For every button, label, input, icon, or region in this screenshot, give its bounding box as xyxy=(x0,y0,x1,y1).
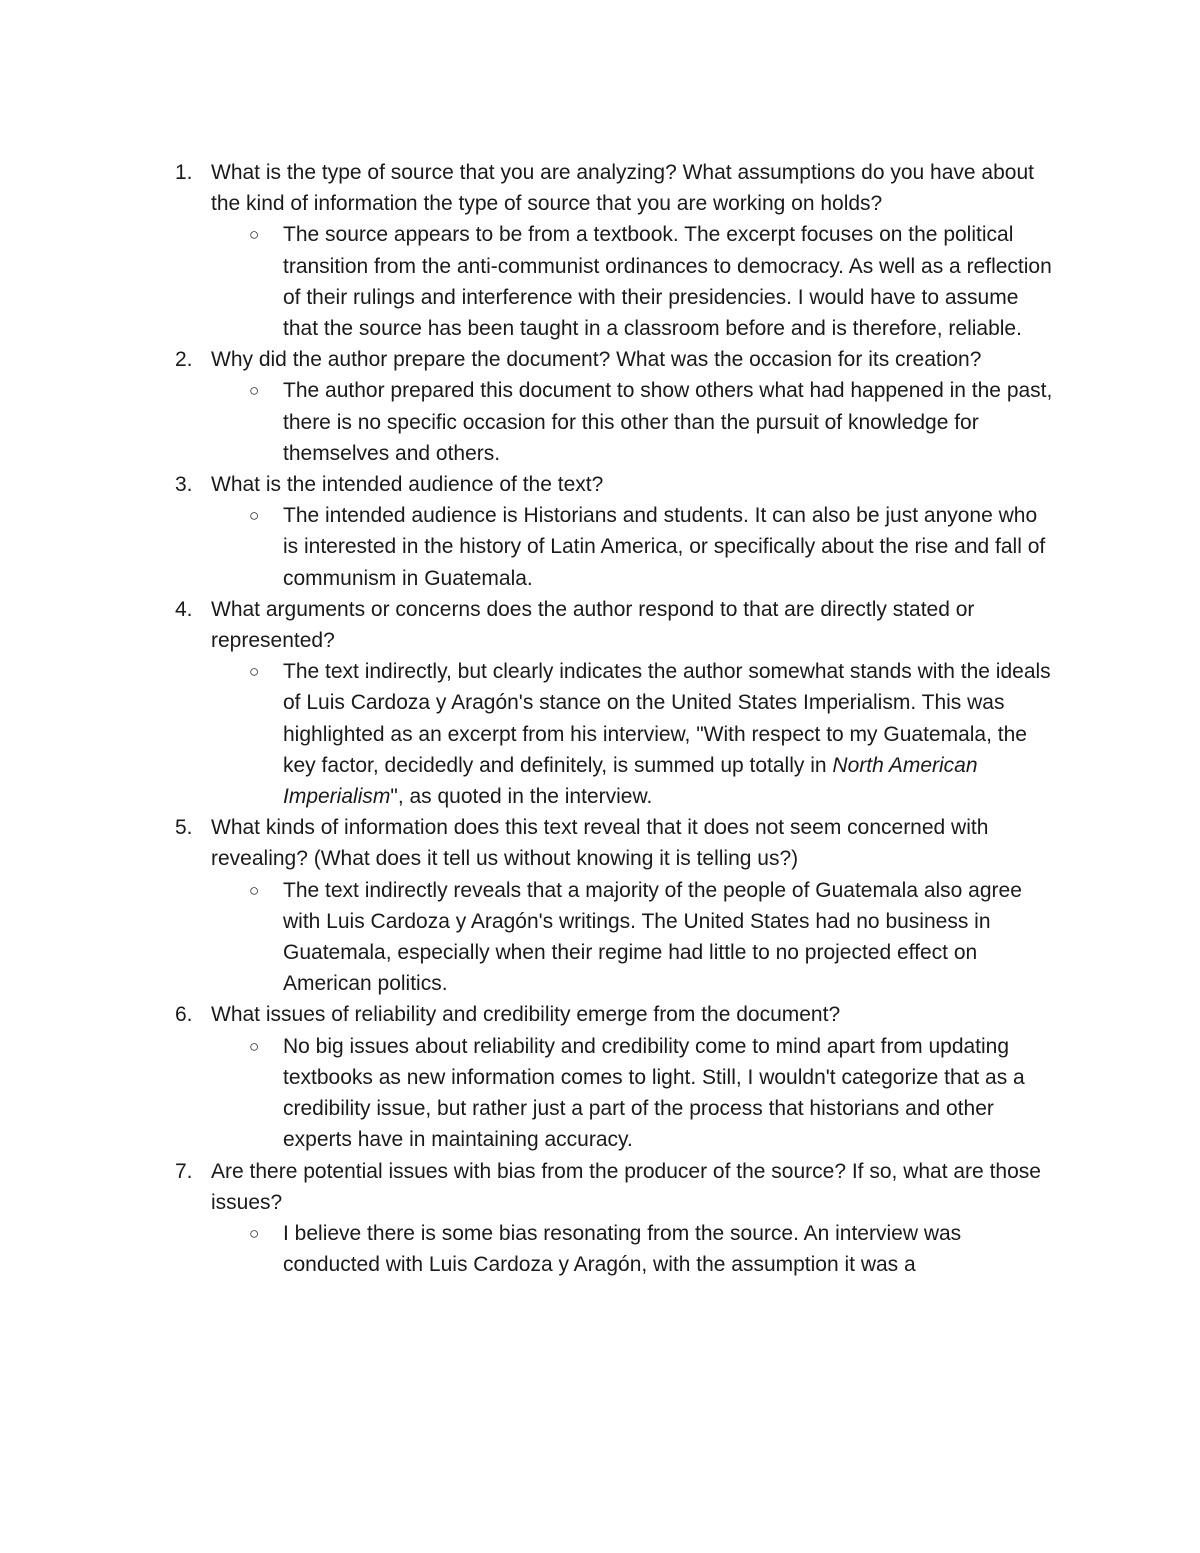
question-text: What issues of reliability and credibility emerge from the document? xyxy=(211,1003,841,1027)
answer-item xyxy=(0,656,1200,812)
item-number: 4. xyxy=(175,597,193,621)
item-number: 3. xyxy=(175,473,193,497)
hollow-bullet-icon: ○ xyxy=(249,381,260,401)
list-item xyxy=(0,594,1200,812)
item-number: 6. xyxy=(175,1003,193,1027)
answer-item xyxy=(0,375,1200,469)
item-number: 5. xyxy=(175,816,193,840)
answer-text: The author prepared this document to show others what had happened in the past, there is no specific occasion for this other than the pursuit of knowledge for themselves and others. xyxy=(283,379,1053,465)
answer-item xyxy=(0,500,1200,594)
list-item xyxy=(0,1156,1200,1281)
answer-text: I believe there is some bias resonating from the source. An interview was conducted with Luis Cardoza y Aragón, with the assumption it was a xyxy=(283,1221,962,1277)
italic-quote-text: North American Imperialism xyxy=(283,753,978,809)
item-number: 2. xyxy=(175,348,193,372)
answer-item xyxy=(0,875,1200,1000)
list-item xyxy=(0,999,1200,1155)
question-text: What is the intended audience of the text? xyxy=(211,473,604,497)
hollow-bullet-icon: ○ xyxy=(249,880,260,900)
list-item xyxy=(0,469,1200,594)
answer-text: The text indirectly reveals that a majority of the people of Guatemala also agree with Luis Cardoza y Aragón's writings. The United States had no business in Guatemala, especially when their regime had little to no projected effect on American politics. xyxy=(283,878,1022,996)
question-text: What arguments or concerns does the author respond to that are directly stated or represented? xyxy=(211,597,975,653)
hollow-bullet-icon: ○ xyxy=(249,225,260,245)
question-text: What kinds of information does this text reveal that it does not seem concerned with revealing? (What does it tell us without knowing it is telling us?) xyxy=(211,816,989,871)
hollow-bullet-icon: ○ xyxy=(249,1036,260,1056)
question-list xyxy=(0,157,1200,1280)
answer-item xyxy=(0,219,1200,344)
answer-item xyxy=(0,1218,1200,1280)
hollow-bullet-icon: ○ xyxy=(249,662,260,682)
hollow-bullet-icon: ○ xyxy=(249,1223,260,1243)
question-text: Why did the author prepare the document? What was the occasion for its creation? xyxy=(211,348,982,372)
answer-text xyxy=(283,656,1058,812)
answer-text: The intended audience is Historians and students. It can also be just anyone who is interested in the history of Latin America, or specifically about the rise and fall of communism in Guatemala. xyxy=(283,504,1046,590)
list-item xyxy=(0,812,1200,999)
list-item xyxy=(0,157,1200,344)
list-item xyxy=(0,344,1200,469)
answer-text-part: The text indirectly, but clearly indicates the author somewhat stands with the ideals of Luis Cardoza y Aragón's stance on the United States Imperialism. This was highlighted as an excerpt from his interview, "With respect to my Guatemala, the key factor, decidedly and definitely, is summed up totally in xyxy=(283,660,1051,777)
answer-text: No big issues about reliability and credibility come to mind apart from updating textbooks as new information comes to light. Still, I wouldn't categorize that as a credibility issue, but rather just a part of the process that historians and other experts have in maintaining accuracy. xyxy=(283,1034,1025,1152)
item-number: 1. xyxy=(175,161,193,184)
question-text: What is the type of source that you are analyzing? What assumptions do you have about the kind of information the type of source that you are working on holds? xyxy=(211,161,1034,216)
answer-text-part: ", as quoted in the interview. xyxy=(390,785,653,809)
question-text: Are there potential issues with bias from the producer of the source? If so, what are those issues? xyxy=(211,1159,1041,1214)
answer-text: The source appears to be from a textbook. The excerpt focuses on the political transition from the anti-communist ordinances to democracy. As well as a reflection of their rulings and interference with their presidencies. I would have to assume that the source has been taught in a classroom before and is therefore, reliable. xyxy=(283,223,1052,341)
answer-item xyxy=(0,1031,1200,1156)
item-number: 7. xyxy=(175,1159,193,1183)
hollow-bullet-icon: ○ xyxy=(249,506,260,526)
